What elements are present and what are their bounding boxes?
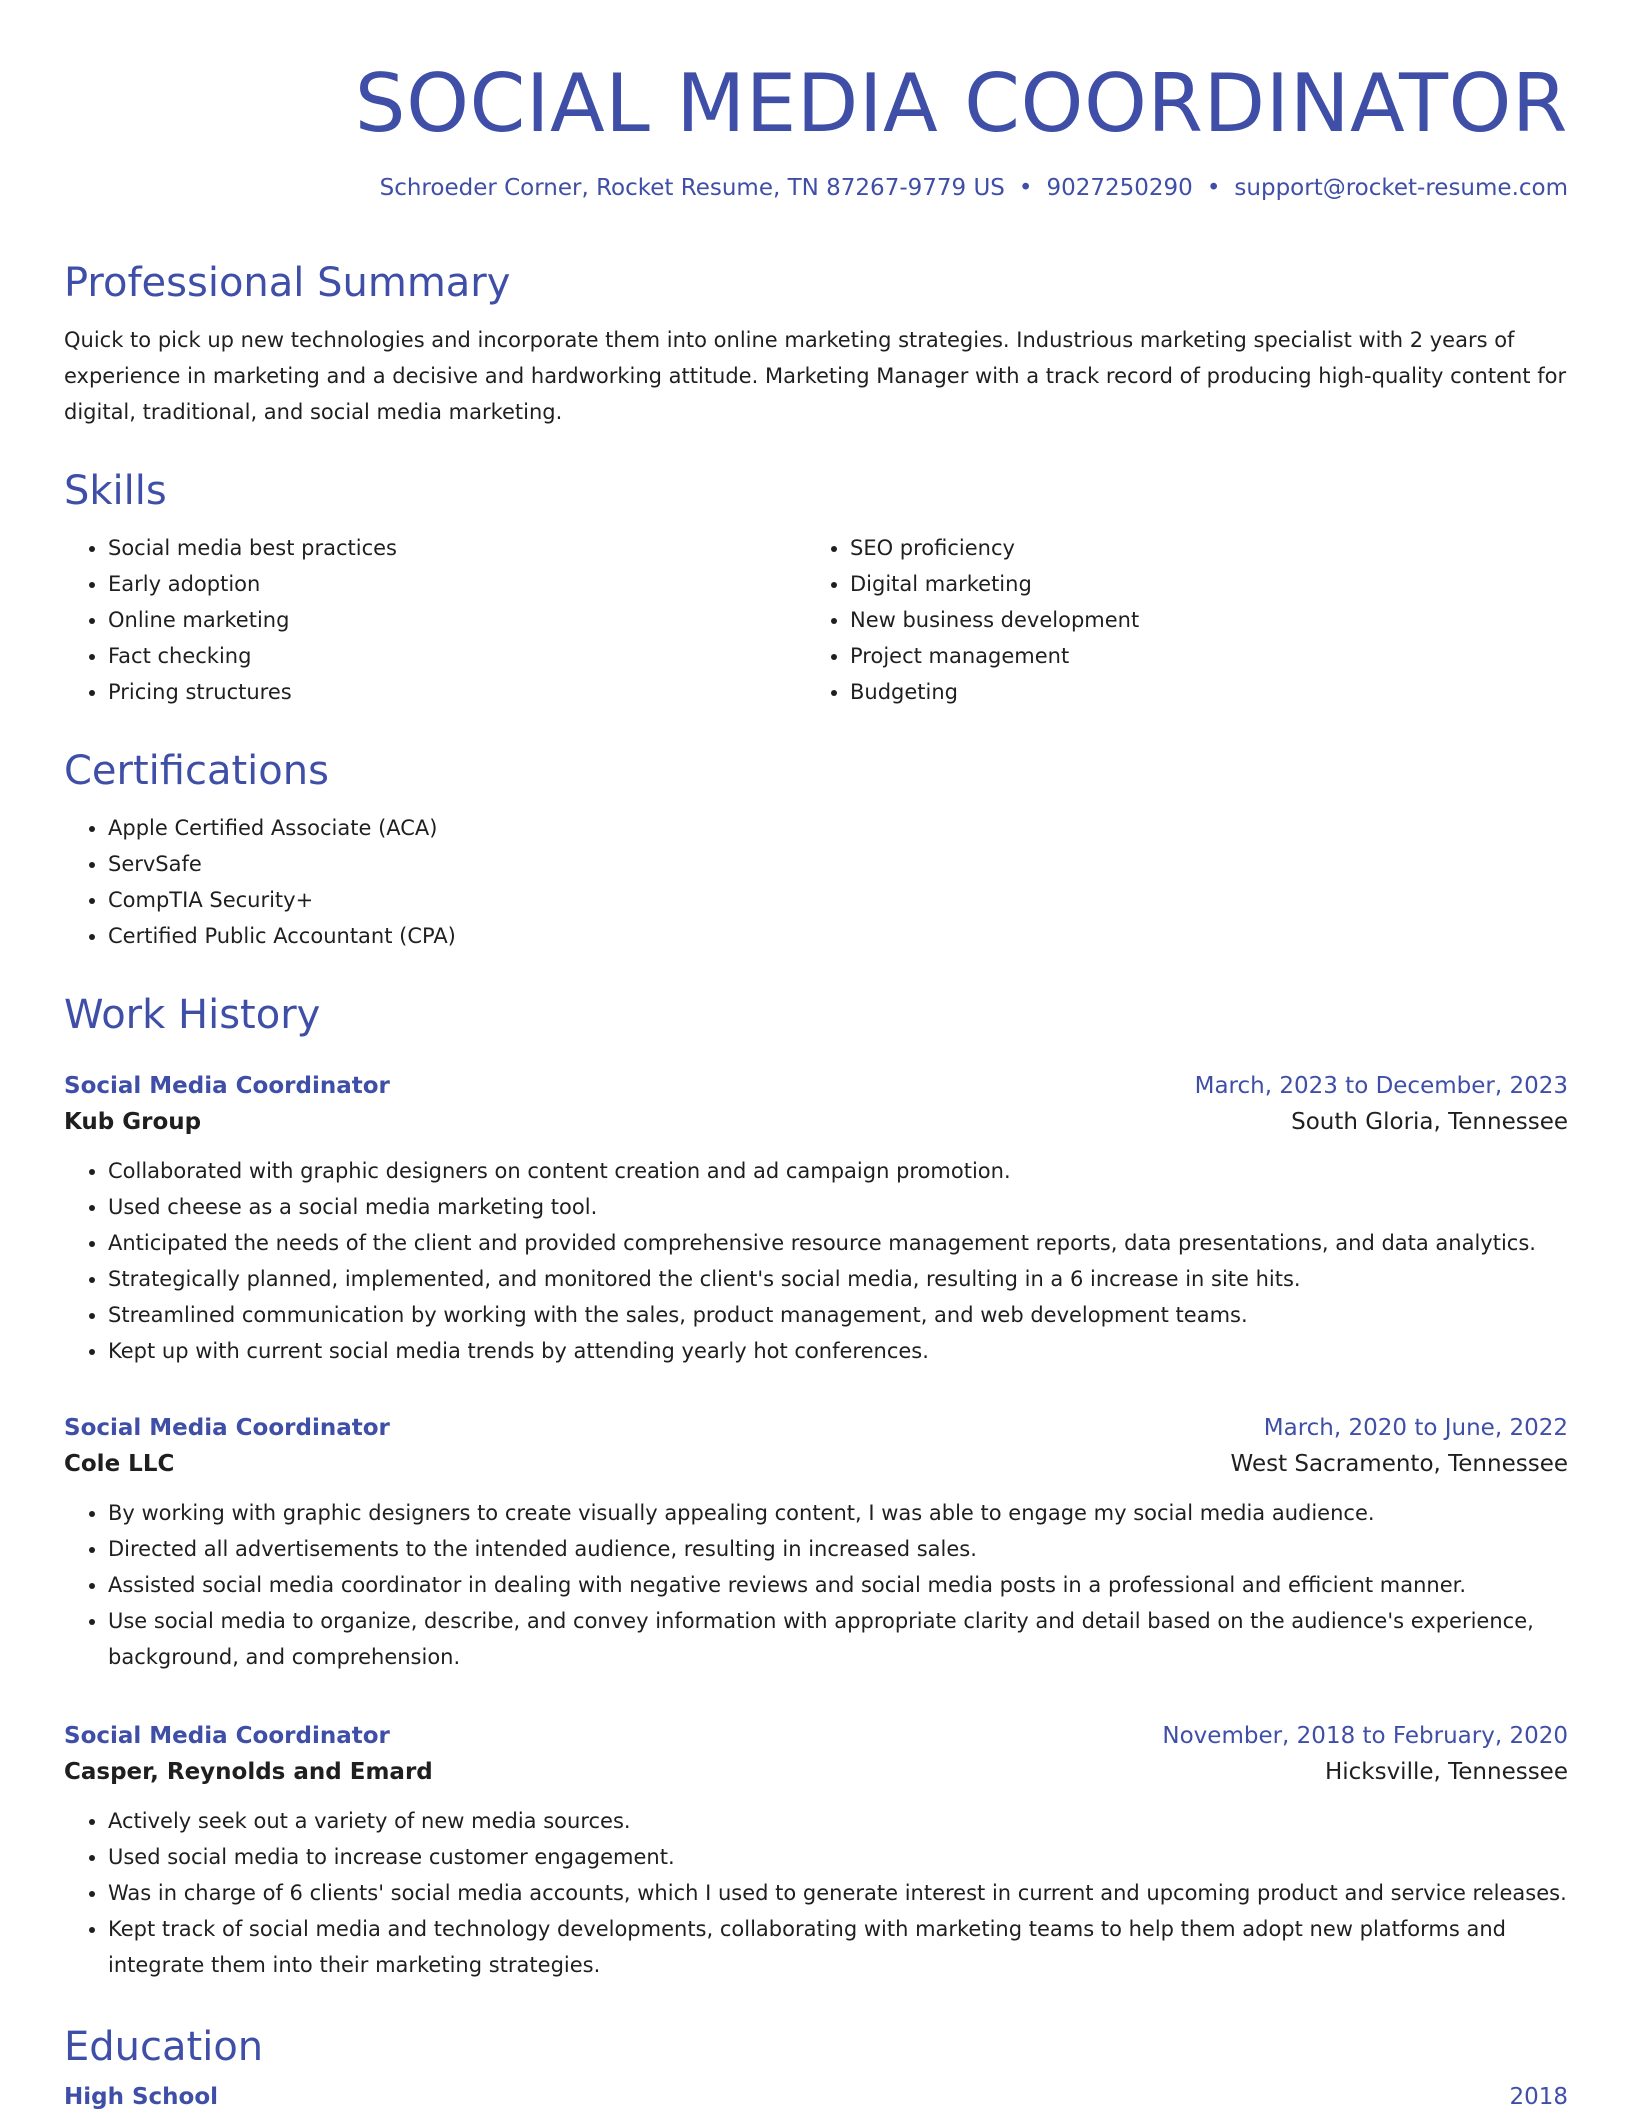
education-section xyxy=(64,2022,1568,2114)
job-role: Social Media Coordinator xyxy=(64,1073,390,1099)
certification-item: • Apple Certified Associate (ACA) xyxy=(108,810,1568,846)
summary-text: Quick to pick up new technologies and incorporate them into online marketing strategies. Industrious marketing specialist with 2 years of experience in marketing and a decisive and hardworking attitude. Marketing Manager with a track record of producing high-quality content for digital, traditional, and social media marketing. xyxy=(64,328,1567,424)
job-entry xyxy=(64,1069,1568,1369)
job-entry xyxy=(64,1411,1568,1675)
work-history-section xyxy=(64,990,1568,1040)
skills-section xyxy=(64,466,1568,710)
job-bullet: • Kept track of social media and technology developments, collaborating with marketing teams to help them adopt new platforms and integrate them into their marketing strategies. xyxy=(108,1911,1568,1983)
certification-item: • ServSafe xyxy=(108,846,1568,882)
skills-column-right xyxy=(806,530,1548,710)
job-company: Kub Group xyxy=(64,1109,202,1135)
certification-item: • Certified Public Accountant (CPA) xyxy=(108,918,1568,954)
skills-heading: Skills xyxy=(64,468,167,514)
resume-title: SOCIAL MEDIA COORDINATOR xyxy=(354,57,1568,150)
skill-item: • Early adoption xyxy=(108,566,806,602)
job-bullet: • Kept up with current social media trends by attending yearly hot conferences. xyxy=(108,1333,1568,1369)
summary-section xyxy=(64,258,1568,430)
skill-item: • Budgeting xyxy=(850,674,1548,710)
job-bullet: • Directed all advertisements to the intended audience, resulting in increased sales. xyxy=(108,1531,1568,1567)
job-role: Social Media Coordinator xyxy=(64,1723,390,1749)
job-bullet: • Anticipated the needs of the client and provided comprehensive resource management reports, data presentations, and data analytics. xyxy=(108,1225,1568,1261)
job-bullet: • Actively seek out a variety of new media sources. xyxy=(108,1803,1568,1839)
job-location: Hicksville, Tennessee xyxy=(1324,1759,1568,1785)
job-company: Casper, Reynolds and Emard xyxy=(64,1759,433,1785)
summary-heading: Professional Summary xyxy=(64,260,511,306)
job-location: South Gloria, Tennessee xyxy=(1291,1109,1568,1135)
certification-item: • CompTIA Security+ xyxy=(108,882,1568,918)
contact-email[interactable]: support@rocket-resume.com xyxy=(1234,175,1568,201)
job-dates: March, 2020 to June, 2022 xyxy=(1263,1415,1568,1441)
contact-address: Schroeder Corner, Rocket Resume, TN 87267-9779 US xyxy=(379,175,1005,201)
skill-item: • Digital marketing xyxy=(850,566,1548,602)
skill-item: • Fact checking xyxy=(108,638,806,674)
job-entry xyxy=(64,1719,1568,1983)
contact-phone: 9027250290 xyxy=(1046,175,1193,201)
skill-item: • Project management xyxy=(850,638,1548,674)
skill-item: • Social media best practices xyxy=(108,530,806,566)
job-company: Cole LLC xyxy=(64,1451,175,1477)
skill-item: • SEO proficiency xyxy=(850,530,1548,566)
skill-item: • New business development xyxy=(850,602,1548,638)
job-bullet: • Strategically planned, implemented, and monitored the client's social media, resulting in a 6 increase in site hits. xyxy=(108,1261,1568,1297)
skills-column-left xyxy=(64,530,806,710)
contact-line xyxy=(64,172,1568,204)
education-year: 2018 xyxy=(1509,2084,1568,2110)
job-location: West Sacramento, Tennessee xyxy=(1230,1451,1568,1477)
job-bullet: • Collaborated with graphic designers on content creation and ad campaign promotion. xyxy=(108,1153,1568,1189)
skill-item: • Pricing structures xyxy=(108,674,806,710)
skill-item: • Online marketing xyxy=(108,602,806,638)
job-role: Social Media Coordinator xyxy=(64,1415,390,1441)
job-dates: November, 2018 to February, 2020 xyxy=(1162,1723,1568,1749)
job-bullet: • By working with graphic designers to create visually appealing content, I was able to engage my social media audience. xyxy=(108,1495,1568,1531)
certifications-heading: Certifications xyxy=(64,748,329,794)
job-bullet: • Used social media to increase customer engagement. xyxy=(108,1839,1568,1875)
job-bullet: • Was in charge of 6 clients' social media accounts, which I used to generate interest in current and upcoming product and service releases. xyxy=(108,1875,1568,1911)
education-heading: Education xyxy=(64,2024,264,2070)
work-history-heading: Work History xyxy=(64,992,321,1038)
contact-separator: • xyxy=(1206,175,1221,201)
resume-page xyxy=(64,0,1568,2110)
certifications-section xyxy=(64,746,1568,954)
job-bullet: • Use social media to organize, describe, and convey information with appropriate clarity and detail based on the audience's experience, background, and comprehension. xyxy=(108,1603,1568,1675)
job-bullet: • Used cheese as a social media marketing tool. xyxy=(108,1189,1568,1225)
job-dates: March, 2023 to December, 2023 xyxy=(1194,1073,1568,1099)
job-bullet: • Assisted social media coordinator in dealing with negative reviews and social media posts in a professional and efficient manner. xyxy=(108,1567,1568,1603)
education-degree: High School xyxy=(64,2084,219,2110)
job-bullet: • Streamlined communication by working with the sales, product management, and web development teams. xyxy=(108,1297,1568,1333)
contact-separator: • xyxy=(1018,175,1033,201)
